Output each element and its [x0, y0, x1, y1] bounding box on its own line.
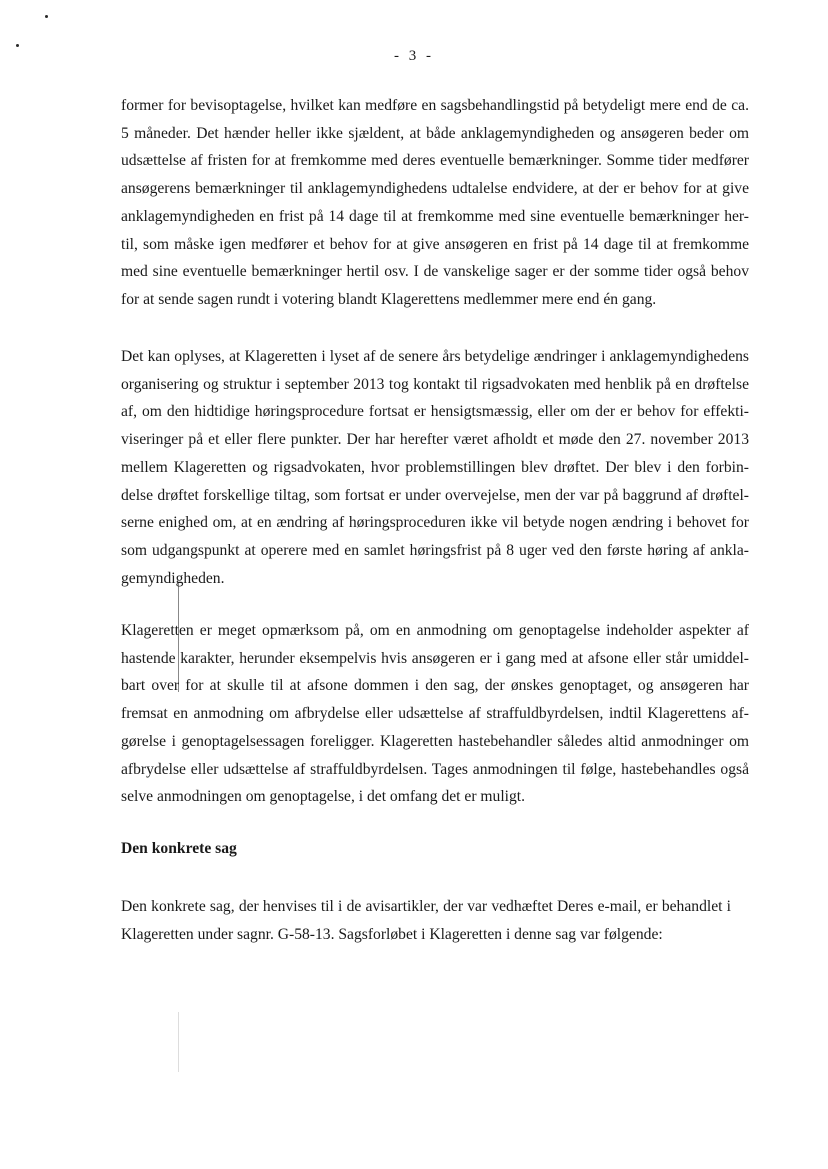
text-line: delse drøftet forskellige tiltag, som fortsat er under overvejelse, men der var på baggrund af drøftel-	[121, 486, 749, 504]
text-line: serne enighed om, at en ændring af høringsproceduren ikke vil betyde nogen ændring i behovet for	[121, 514, 749, 532]
text-line: viseringer på et eller flere punkter. Der har herefter været afholdt et møde den 27. november 2013	[121, 431, 749, 449]
text-line: anklagemyndigheden en frist på 14 dage til at fremkomme med sine eventuelle bemærkninger her-	[121, 207, 749, 225]
scan-speck	[16, 44, 19, 47]
scan-speck	[45, 15, 48, 18]
text-line: 5 måneder. Det hænder heller ikke sjældent, at både anklagemyndigheden og ansøgeren beder om	[121, 124, 749, 142]
paragraph-hearing-procedure	[121, 343, 749, 592]
scan-artifact-line	[178, 1012, 179, 1072]
paragraph-processing-time	[121, 92, 749, 314]
text-line: Det kan oplyses, at Klageretten i lyset af de senere års betydelige ændringer i anklagemyndighedens	[121, 348, 749, 365]
section-heading: Den konkrete sag	[121, 840, 237, 857]
text-line: for at sende sagen rundt i votering blandt Klagerettens medlemmer mere end én gang.	[121, 290, 657, 308]
text-line: gemyndigheden.	[121, 569, 225, 587]
text-line: afbrydelse eller udsættelse af straffuldbyrdelsen. Tages anmodningen til følge, hastebehandles også	[121, 760, 749, 778]
text-line: hastende karakter, herunder eksempelvis hvis ansøgeren er i gang med at afsone eller står umiddel-	[121, 649, 749, 667]
text-line: fremsat en anmodning om afbrydelse eller udsættelse af straffuldbyrdelsen, indtil Klagerettens af-	[121, 705, 749, 723]
text-line: som udgangspunkt at operere med en samlet høringsfrist på 8 uger ved den første høring af ankla-	[121, 541, 749, 559]
text-line: organisering og struktur i september 2013 tog kontakt til rigsadvokaten med henblik på en drøftelse	[121, 375, 749, 393]
text-line: udsættelse af fristen for at fremkomme med deres eventuelle bemærkninger. Somme tider medfører	[121, 152, 749, 170]
text-line: gørelse i genoptagelsessagen foreligger. Klageretten hastebehandler således altid anmodninger om	[121, 732, 749, 750]
text-line: ansøgerens bemærkninger til anklagemyndighedens udtalelse endvidere, at der er behov for at give	[121, 180, 749, 198]
page-number: - 3 -	[394, 48, 434, 64]
paragraph-concrete-case	[121, 893, 731, 948]
text-line: former for bevisoptagelse, hvilket kan medføre en sagsbehandlingstid på betydeligt mere end de ca.	[121, 97, 749, 114]
text-line: selve anmodningen om genoptagelse, i det omfang det er muligt.	[121, 788, 526, 806]
text-line: bart over for at skulle til at afsone dommen i den sag, der ønskes genoptaget, og ansøgeren har	[121, 677, 749, 695]
text-line: Klageretten er meget opmærksom på, om en anmodning om genoptagelse indeholder aspekter af	[121, 622, 749, 639]
paragraph-urgent-cases	[121, 617, 749, 811]
text-line: Den konkrete sag, der henvises til i de avisartikler, der var vedhæftet Deres e-mail, er behandlet i	[121, 898, 731, 915]
text-line: Klageretten under sagnr. G-58-13. Sagsforløbet i Klageretten i denne sag var følgende:	[121, 925, 663, 943]
text-line: mellem Klageretten og rigsadvokaten, hvor problemstillingen blev drøftet. Der blev i den forbin-	[121, 458, 749, 476]
text-line: af, om den hidtidige høringsprocedure fortsat er hensigtsmæssig, eller om der er behov for effekti-	[121, 403, 749, 421]
text-line: til, som måske igen medfører et behov for at give ansøgeren en frist på 14 dage til at fremkomme	[121, 235, 749, 253]
text-line: med sine eventuelle bemærkninger hertil osv. I de vanskelige sager er der somme tider også behov	[121, 263, 749, 281]
